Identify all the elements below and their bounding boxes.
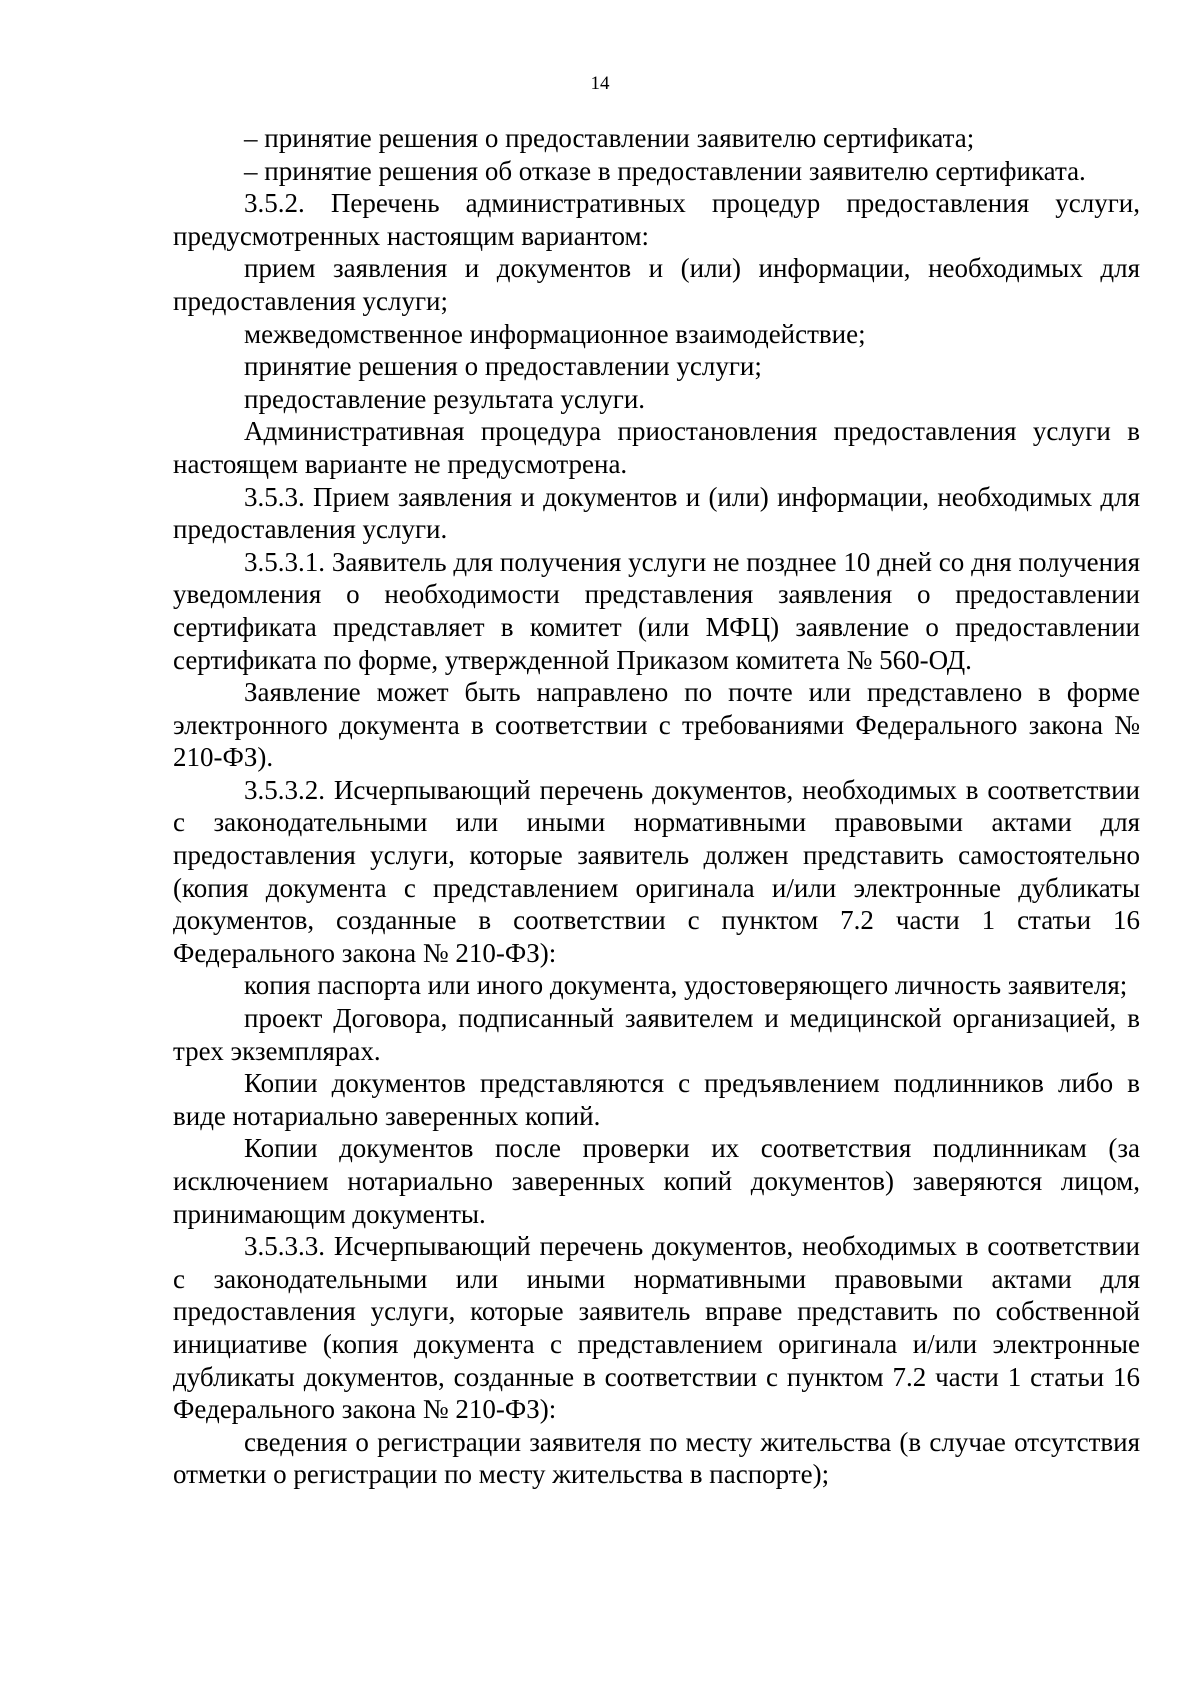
paragraph: копия паспорта или иного документа, удостоверяющего личность заявителя;	[244, 970, 1128, 1001]
paragraph: 3.5.3. Прием заявления и документов и (или) информации, необходимых для предоставления услуги.	[173, 481, 1140, 545]
paragraph: межведомственное информационное взаимодействие;	[244, 318, 866, 349]
paragraph: принятие решения о предоставлении услуги;	[244, 351, 762, 382]
paragraph: 3.5.3.2. Исчерпывающий перечень документов, необходимых в соответствии с законодательными или иными нормативными правовыми актами для предоставления услуги, которые заявитель должен представить самостоятельно (копия документа с представлением оригинала и/или электронные дубликаты документов, созданные в соответствии с пунктом 7.2 части 1 статьи 16 Федерального закона № 210-ФЗ):	[173, 774, 1140, 968]
document-body	[173, 122, 1140, 1491]
paragraph: проект Договора, подписанный заявителем и медицинской организацией, в трех экземплярах.	[173, 1003, 1140, 1066]
paragraph: Административная процедура приостановления предоставления услуги в настоящем варианте не предусмотрена.	[173, 416, 1140, 479]
paragraph: предоставление результата услуги.	[244, 383, 646, 414]
paragraph: – принятие решения об отказе в предоставлении заявителю сертификата.	[244, 155, 1086, 186]
paragraph: 3.5.3.3. Исчерпывающий перечень документов, необходимых в соответствии с законодательными или иными нормативными правовыми актами для предоставления услуги, которые заявитель вправе представить по собственной инициативе (копия документа с представлением оригинала и/или электронные дубликаты документов, созданные в соответствии с пунктом 7.2 части 1 статьи 16 Федерального закона № 210-ФЗ):	[173, 1231, 1140, 1425]
page-number: 14	[590, 73, 610, 94]
paragraph: сведения о регистрации заявителя по месту жительства (в случае отсутствия отметки о регистрации по месту жительства в паспорте);	[173, 1426, 1140, 1490]
paragraph: Копии документов представляются с предъявлением подлинников либо в виде нотариально заверенных копий.	[173, 1068, 1140, 1131]
paragraph: 3.5.2. Перечень административных процедур предоставления услуги, предусмотренных настоящим вариантом:	[173, 188, 1140, 251]
paragraph: прием заявления и документов и (или) информации, необходимых для предоставления услуги;	[173, 253, 1140, 316]
paragraph: – принятие решения о предоставлении заявителю сертификата;	[244, 123, 975, 153]
paragraph: Копии документов после проверки их соответствия подлинникам (за исключением нотариально заверенных копий документов) заверяются лицом, принимающим документы.	[173, 1133, 1140, 1229]
paragraph: 3.5.3.1. Заявитель для получения услуги не позднее 10 дней со дня получения уведомления о необходимости представления заявления о предоставлении сертификата представляет в комитет (или МФЦ) заявление о предоставлении сертификата по форме, утвержденной Приказом комитета № 560-ОД.	[173, 546, 1140, 675]
paragraph: Заявление может быть направлено по почте или представлено в форме электронного документа в соответствии с требованиями Федерального закона № 210-ФЗ).	[173, 677, 1140, 773]
